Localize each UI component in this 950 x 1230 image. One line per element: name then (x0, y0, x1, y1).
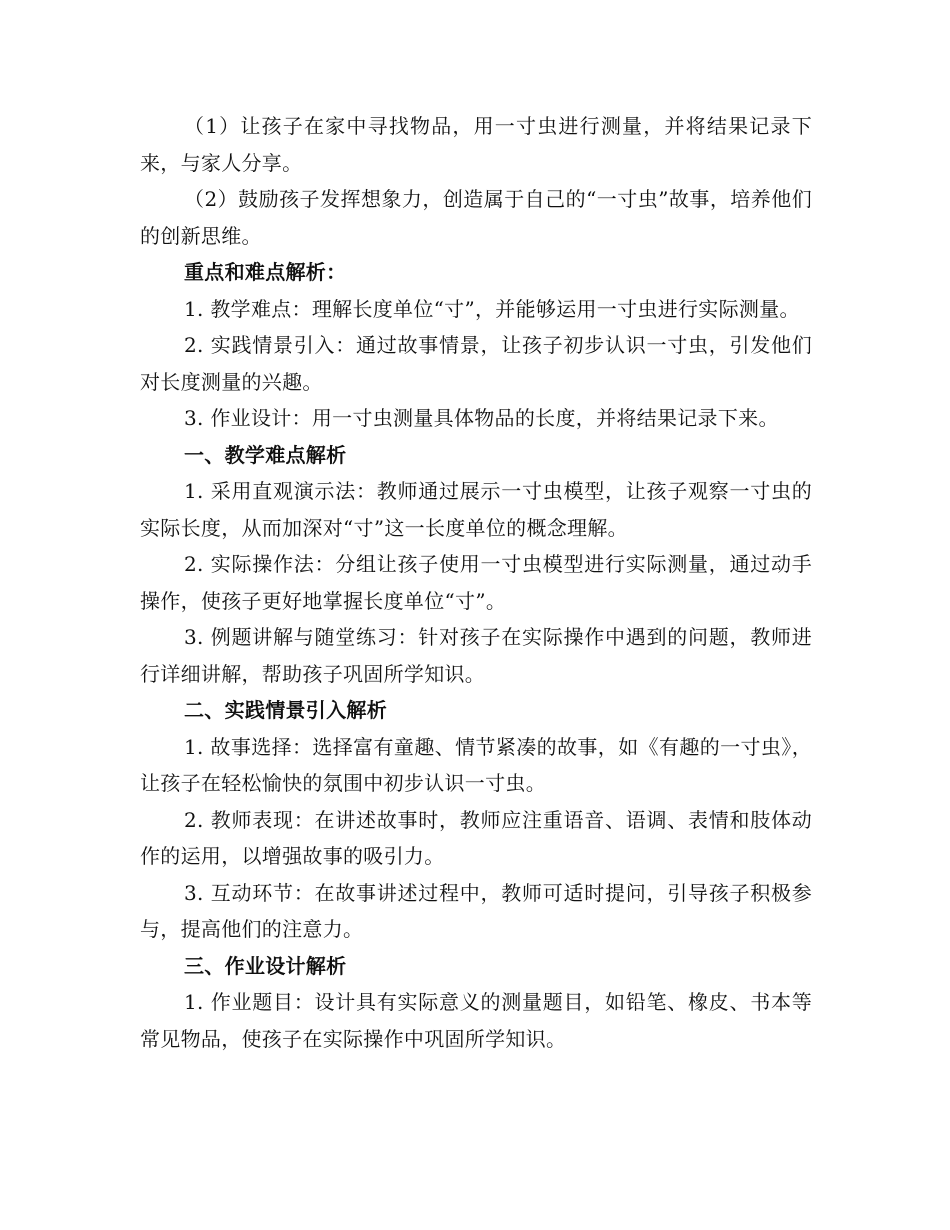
paragraph-section-2-item-2: 2. 教师表现：在讲述故事时，教师应注重语音、语调、表情和肢体动作的运用，以增强故事的吸引力。 (140, 807, 812, 868)
document-page (140, 108, 812, 1057)
paragraph-key-point-2: 2. 实践情景引入：通过故事情景，让孩子初步认识一寸虫，引发他们对长度测量的兴趣。 (140, 333, 812, 394)
paragraph-section-1-item-1: 1. 采用直观演示法：教师通过展示一寸虫模型，让孩子观察一寸虫的实际长度，从而加深对“寸”这一长度单位的概念理解。 (140, 479, 812, 540)
paragraph-activity-2: （2）鼓励孩子发挥想象力，创造属于自己的“一寸虫”故事，培养他们的创新思维。 (140, 187, 812, 248)
paragraph-section-1-item-2: 2. 实际操作法：分组让孩子使用一寸虫模型进行实际测量，通过动手操作，使孩子更好地掌握长度单位“寸”。 (140, 552, 812, 613)
heading-section-1: 一、教学难点解析 (184, 442, 347, 467)
heading-section-3: 三、作业设计解析 (184, 953, 347, 978)
paragraph-key-point-3: 3. 作业设计：用一寸虫测量具体物品的长度，并将结果记录下来。 (184, 406, 779, 430)
paragraph-section-2-item-3: 3. 互动环节：在故事讲述过程中，教师可适时提问，引导孩子积极参与，提高他们的注意力。 (140, 880, 812, 941)
paragraph-key-point-1: 1. 教学难点：理解长度单位“寸”，并能够运用一寸虫进行实际测量。 (184, 296, 800, 321)
paragraph-activity-1: （1）让孩子在家中寻找物品，用一寸虫进行测量，并将结果记录下来，与家人分享。 (140, 114, 812, 175)
paragraph-section-2-item-1: 1. 故事选择：选择富有童趣、情节紧凑的故事，如《有趣的一寸虫》，让孩子在轻松愉快的氛围中初步认识一寸虫。 (140, 734, 812, 795)
paragraph-section-3-item-1: 1. 作业题目：设计具有实际意义的测量题目，如铅笔、橡皮、书本等常见物品，使孩子在实际操作中巩固所学知识。 (140, 990, 812, 1051)
heading-key-points: 重点和难点解析： (184, 260, 347, 284)
heading-section-2: 二、实践情景引入解析 (184, 698, 387, 722)
paragraph-section-1-item-3: 3. 例题讲解与随堂练习：针对孩子在实际操作中遇到的问题，教师进行详细讲解，帮助孩子巩固所学知识。 (140, 625, 812, 686)
